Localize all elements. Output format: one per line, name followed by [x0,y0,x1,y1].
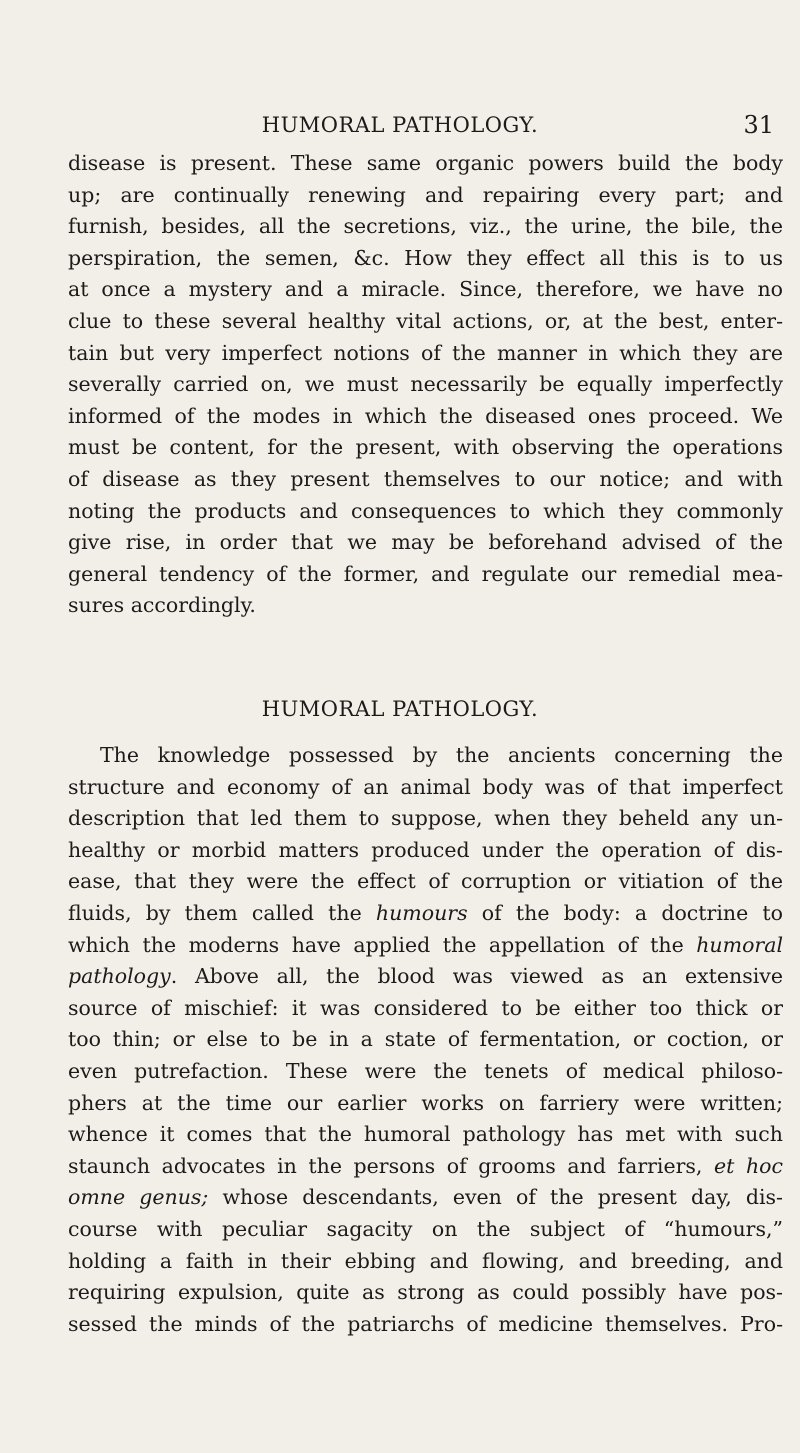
text-line: even putrefaction. These were the tenets of medical philoso- [68,1058,783,1083]
text-line: informed of the modes in which the diseased ones proceed. We [68,403,783,428]
text-run: whose descendants, even of the present day, dis- [208,1185,783,1210]
text-line: clue to these several healthy vital actions, or, at the best, enter- [68,308,783,333]
text-line: healthy or morbid matters produced under the operation of dis- [68,837,783,862]
text-line: structure and economy of an animal body was of that imperfect [68,774,783,799]
text-run: staunch advocates in the persons of grooms and farriers, [68,1153,715,1178]
text-line: tain but very imperfect notions of the manner in which they are [68,340,783,365]
text-line: of disease as they present themselves to our notice; and with [68,466,783,491]
text-line [68,898,783,930]
text-run: fluids, by them called the [68,900,376,925]
text-line: sessed the minds of the patriarchs of medicine themselves. Pro- [68,1311,783,1336]
section-heading: HUMORAL PATHOLOGY. [261,697,539,721]
paragraph-1 [68,148,783,622]
text-line: furnish, besides, all the secretions, viz., the urine, the bile, the [68,214,783,239]
text-line [68,1151,783,1183]
paragraph-2 [68,740,783,1340]
italic-term: humours [375,900,468,925]
text-line: source of mischief: it was considered to be either too thick or [68,995,783,1020]
text-line [68,930,783,962]
italic-term: humoral [696,932,783,957]
text-run: . Above all, the blood was viewed as an extensive [170,964,783,989]
text-line: severally carried on, we must necessarily be equally imperfectly [68,372,783,397]
text-line: noting the products and consequences to which they commonly [68,498,783,523]
text-line: description that led them to suppose, when they beheld any un- [68,806,783,831]
text-line: sures accordingly. [68,593,256,618]
text-line: course with peculiar sagacity on the subject of “humours,” [68,1216,783,1241]
text-line: The knowledge possessed by the ancients concerning the [100,743,783,767]
text-line: must be content, for the present, with observing the operations [68,435,783,460]
text-line: phers at the time our earlier works on farriery were written; [68,1090,783,1115]
italic-term: et hoc [714,1153,783,1178]
page-number: 31 [743,111,774,139]
italic-term: omne genus; [68,1185,209,1210]
text-line: general tendency of the former, and regulate our remedial mea- [68,561,783,586]
text-line: perspiration, the semen, &c. How they effect all this is to us [68,245,783,270]
running-title: HUMORAL PATHOLOGY. [261,113,539,137]
text-line: ease, that they were the effect of corruption or vitiation of the [68,869,783,894]
text-line: holding a faith in their ebbing and flowing, and breeding, and [68,1248,783,1273]
text-line: whence it comes that the humoral pathology has met with such [68,1122,783,1147]
text-line: at once a mystery and a miracle. Since, therefore, we have no [68,277,783,302]
text-line: give rise, in order that we may be beforehand advised of the [68,530,783,555]
text-line: requiring expulsion, quite as strong as could possibly have pos- [68,1280,783,1305]
text-line: up; are continually renewing and repairing every part; and [68,182,783,207]
text-line [68,961,783,993]
text-line [68,1182,783,1214]
text-line: too thin; or else to be in a state of fermentation, or coction, or [68,1027,783,1052]
text-line: disease is present. These same organic powers build the body [68,151,783,175]
italic-term: pathology [68,964,171,989]
text-run: of the body: a doctrine to [467,900,783,925]
text-run: which the moderns have applied the appellation of the [68,932,697,957]
